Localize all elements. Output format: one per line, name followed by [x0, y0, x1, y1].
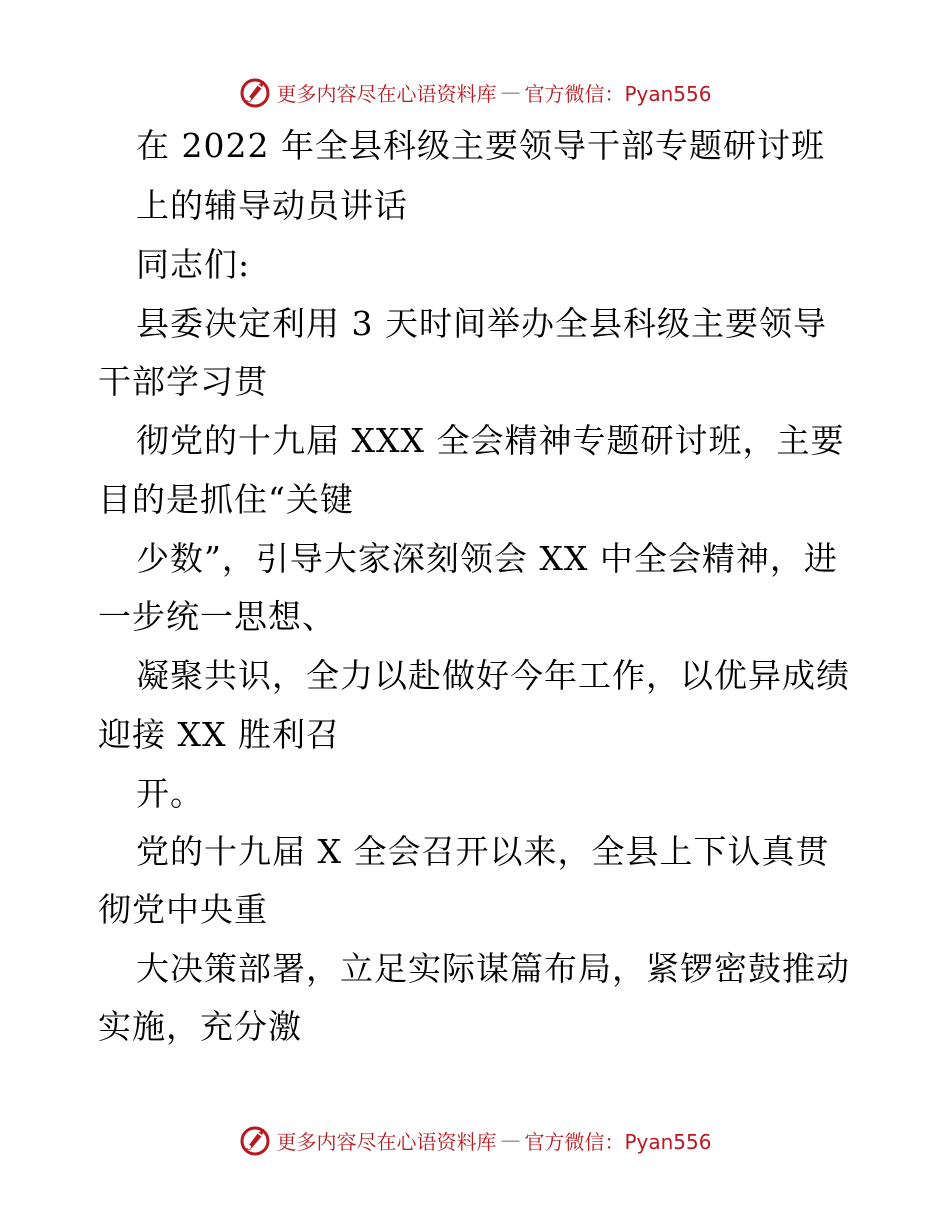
text-line: 上的辅导动员讲话 — [136, 186, 408, 225]
watermark-wechat: 官方微信：Pyan556 — [524, 81, 712, 106]
watermark-slogan: 更多内容尽在心语资料库 — [276, 81, 497, 106]
text-line: 县委决定利用 3 天时间举办全县科级主要领导 — [136, 304, 827, 343]
watermark-separator: — — [500, 1128, 521, 1152]
text-line: 党的十九届 X 全会召开以来，全县上下认真贯 — [136, 832, 830, 871]
pen-circle-icon — [238, 1123, 272, 1157]
watermark-slogan: 更多内容尽在心语资料库 — [276, 1129, 497, 1154]
watermark-footer — [0, 1120, 950, 1160]
text-line: 彻党的十九届 XXX 全会精神专题研讨班，主要 — [136, 421, 845, 460]
text-line: 干部学习贯 — [98, 362, 268, 401]
watermark-wechat: 官方微信：Pyan556 — [524, 1129, 712, 1154]
text-line: 彻党中央重 — [98, 890, 268, 929]
text-line: 凝聚共识，全力以赴做好今年工作，以优异成绩 — [136, 656, 850, 695]
text-line: 开。 — [136, 774, 204, 813]
text-line: 实施，充分激 — [98, 1007, 302, 1046]
text-line: 目的是抓住“关键 — [98, 480, 354, 519]
text-line: 少数”，引导大家深刻领会 XX 中全会精神，进 — [136, 539, 838, 578]
text-line: 一步统一思想、 — [98, 597, 336, 636]
watermark-separator: — — [500, 80, 521, 104]
text-line: 迎接 XX 胜利召 — [98, 715, 340, 754]
text-line: 在 2022 年全县科级主要领导干部专题研讨班 — [136, 126, 825, 165]
text-line: 大决策部署，立足实际谋篇布局，紧锣密鼓推动 — [136, 949, 850, 988]
text-line: 同志们: — [136, 245, 251, 284]
